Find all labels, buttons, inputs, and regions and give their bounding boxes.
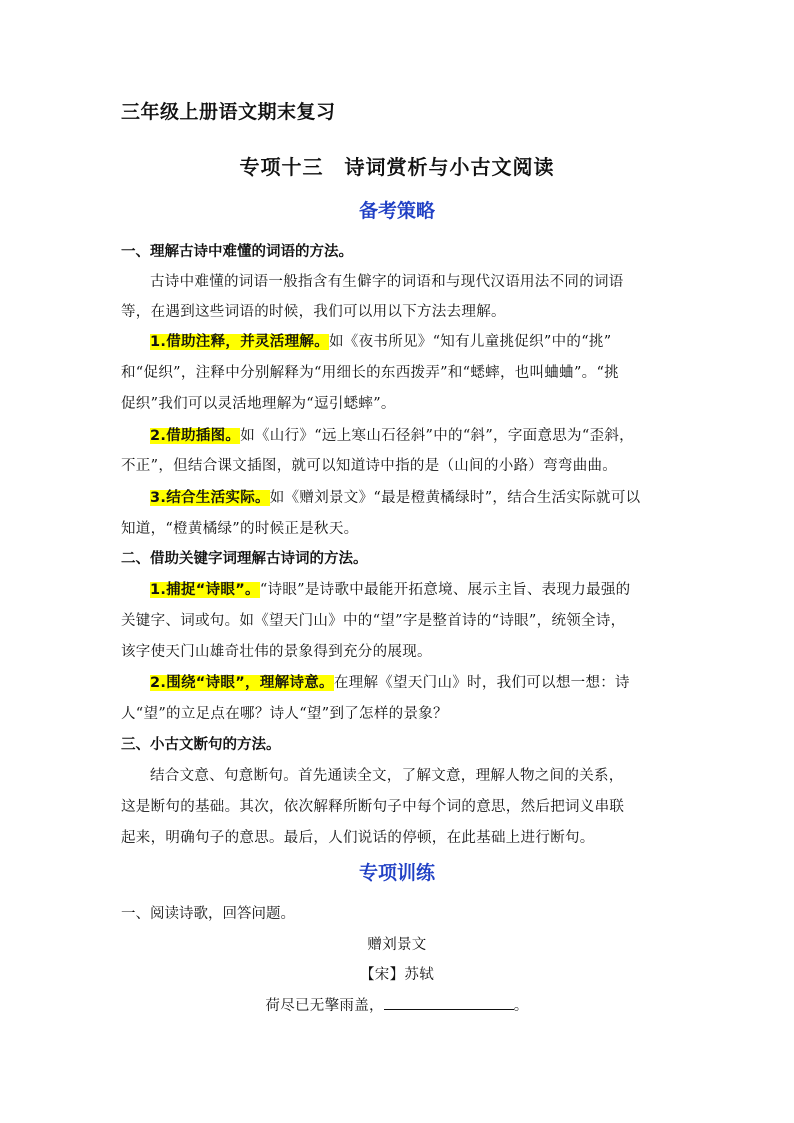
method-label-highlight: 2.围绕“诗眼”，理解诗意。: [150, 675, 334, 691]
paragraph-line: 关键字、词或句。如《望天门山》中的“望”字是整首诗的“诗眼”，统领全诗，: [121, 613, 626, 629]
paragraph-line: 结合文意、句意断句。首先通读全文，了解文意，理解人物之间的关系，: [150, 768, 624, 784]
paragraph-line: 等，在遇到这些词语的时候，我们可以用以下方法去理解。: [121, 304, 506, 320]
paragraph-line: 促织”我们可以灵活地理解为“逗引蟋蟀”。: [121, 396, 396, 412]
paragraph-line: 该字使天门山雄奇壮伟的景象得到充分的展现。: [121, 644, 432, 660]
method-line: 2.围绕“诗眼”，理解诗意。在理解《望天门山》时，我们可以想一想：诗: [150, 675, 630, 691]
training-heading: 专项训练: [358, 862, 435, 884]
method-label-highlight: 1.捕捉“诗眼”。: [150, 582, 260, 598]
paragraph-line: 知道，“橙黄橘绿”的时候正是秋天。: [121, 521, 359, 537]
method-label-highlight: 2.借助插图。: [150, 428, 241, 444]
question1-heading: 一、阅读诗歌，回答问题。: [121, 906, 295, 922]
strategy-heading: 备考策略: [358, 200, 435, 222]
paragraph-line: 古诗中难懂的词语一般指含有生僻字的词语和与现代汉语用法不同的词语: [150, 274, 624, 290]
paragraph-line: 这是断句的基础。其次，依次解释所断句子中每个词的意思，然后把词义串联: [121, 799, 625, 815]
poem-author: 【宋】苏轼: [360, 967, 434, 983]
section1-heading: 一、理解古诗中难懂的词语的方法。: [121, 244, 353, 260]
poem-title: 赠刘景文: [367, 937, 427, 953]
paragraph-line: 人“望”的立足点在哪？诗人“望”到了怎样的景象？: [121, 706, 448, 722]
section3-heading: 三、小古文断句的方法。: [121, 737, 281, 753]
paragraph-line: 起来，明确句子的意思。最后，人们说话的停顿，在此基础上进行断句。: [121, 830, 595, 846]
answer-blank[interactable]: [384, 995, 514, 1010]
method-label-highlight: 3.结合生活实际。: [150, 490, 270, 506]
topic-title: 专项十三 诗词赏析与小古文阅读: [239, 155, 555, 179]
section2-heading: 二、借助关键字词理解古诗词的方法。: [121, 551, 368, 567]
document-title: 三年级上册语文期末复习: [121, 101, 336, 123]
method-line: 2.借助插图。如《山行》“远上寒山石径斜”中的“斜”，字面意思为“歪斜，: [150, 428, 634, 444]
method-line: 1.借助注释，并灵活理解。如《夜书所见》“知有儿童挑促织”中的“挑”: [150, 334, 612, 350]
paragraph-line: 和“促织”，注释中分别解释为“用细长的东西拨弄”和“蟋蟀，也叫蛐蛐”。“挑: [121, 365, 619, 381]
paragraph-line: 不正”，但结合课文插图，就可以知道诗中指的是（山间的小路）弯弯曲曲。: [121, 458, 618, 474]
method-line: 1.捕捉“诗眼”。“诗眼”是诗歌中最能开拓意境、展示主旨、表现力最强的: [150, 582, 631, 598]
poem-line: 荷尽已无擎雨盖， 。: [0, 994, 794, 1015]
method-label-highlight: 1.借助注释，并灵活理解。: [150, 334, 329, 350]
method-line: 3.结合生活实际。如《赠刘景文》“最是橙黄橘绿时”，结合生活实际就可以: [150, 490, 641, 506]
